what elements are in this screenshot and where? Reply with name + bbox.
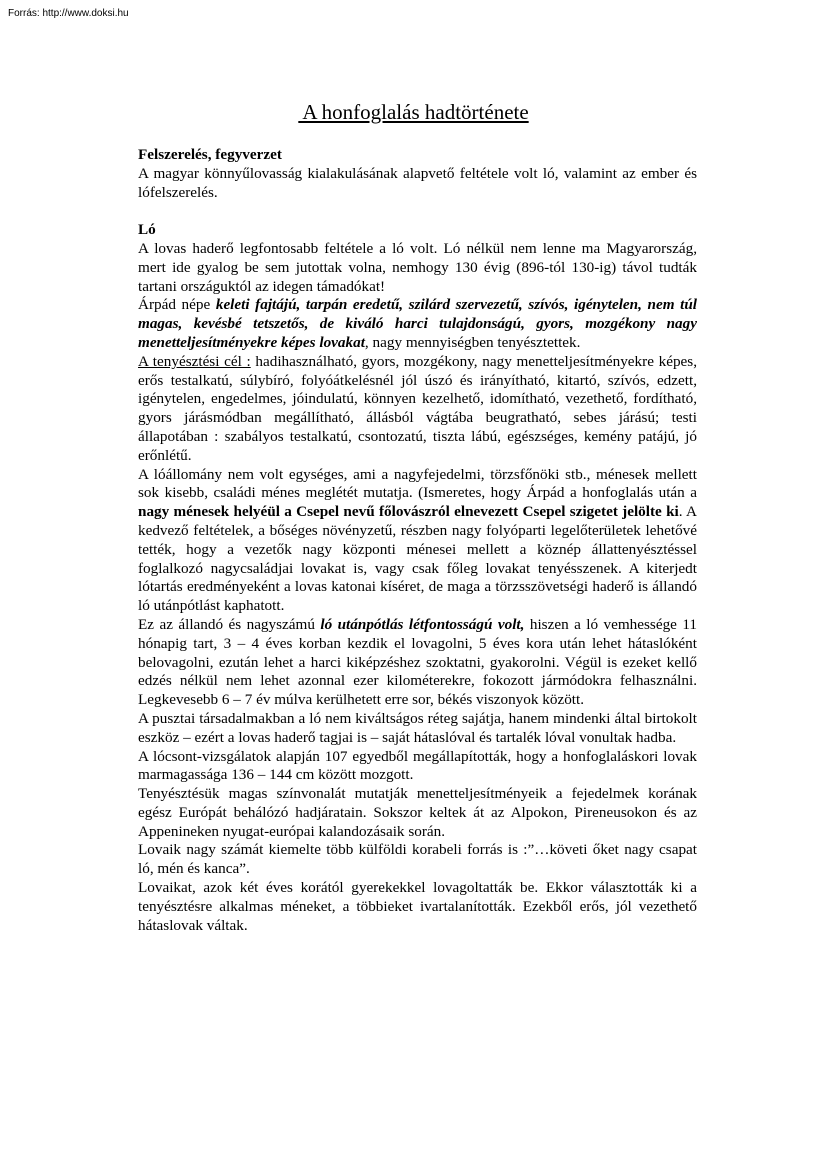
paragraph-bone-studies: A lócsont-vizsgálatok alapján 107 egyedből megállapították, hogy a honfoglaláskori lovak marmagassága 136 – 144 cm között mozgott. [138,747,697,784]
paragraph-breeding-goal [138,353,697,466]
paragraph-horse-2 [138,296,697,352]
text-span: Árpád népe [138,296,216,314]
emphasized-text: ló utánpótlás létfontosságú volt, [320,615,525,633]
emphasized-text: keleti fajtájú, tarpán eredetű, szilárd szervezetű, szívós, igénytelen, nem túl magas, kevésbé tetszetős, de kiváló harci tulajdonságú, gyors, mozgékony nagy menetteljesítményekre képes lovakat [138,296,698,351]
paragraph-horse-supply [138,616,697,710]
source-label: Forrás: http://www.doksi.hu [8,8,129,19]
text-span: . A kedvező feltételek, a bőséges növényzetű, részben nagy folyóparti legelőterületek lehetővé tették, hogy a vezetők nagy központi ménesei mellett a köznép állattenyésztéssel foglalkozó nagycsaládjai lovakat is, vagy csak főleg lovakat tenyésszenek. A kiterjedt lótartás eredményeként a lovas katonai kíséret, de maga a törzsszövetségi haderő is állandó ló utánpótlást kaphatott. [138,503,697,615]
text-span: hadihasználható, gyors, mozgékony, nagy menetteljesítményekre képes, erős testalkatú, súlybíró, folyóátkelésnél jól úszó és irányítható, kitartó, szívós, edzett, igénytelen, engedelmes, jóindulatú, könnyen kezelhető, idomítható, vezethető, fordítható, gyors járásmódban megállítható, állásból vágtába beugratható, sebes járású; testi állapotában : szabályos testalkatú, csontozatú, tiszta lábú, egészséges, kemény patájú, jó erőnlétű. [138,352,697,464]
spacer [138,202,697,221]
paragraph-breeding-level: Tenyésztésük magas színvonalát mutatják menetteljesítményeik a fejedelmek korának egész Európát behálózó hadjáratain. Sokszor keltek át az Alpokon, Pireneusokon és az Appenineken nyugat-európai kalandozásaik során. [138,785,697,840]
document-body [138,146,697,935]
paragraph-steppe-societies: A pusztai társadalmakban a ló nem kiváltságos réteg sajátja, hanem mindenki által birtokolt eszköz – ezért a lovas haderő tagjai is – saját hátaslóval és tartalék lóval vonultak hadba. [138,709,697,746]
paragraph-horse-1: A lovas haderő legfontosabb feltétele a ló volt. Ló nélkül nem lenne ma Magyarország, mert ide gyalog be sem jutottak volna, nemhogy 130 évig (896-tól 130-ig) távol tudták tartani országuktól az idegen támadókat! [138,239,697,295]
section-heading-horse: Ló [138,221,156,239]
text-span: Ez az állandó és nagyszámú [138,615,321,633]
text-span: A lóállomány nem volt egységes, ami a nagyfejedelmi, törzsfőnöki stb., ménesek mellett sok kisebb, családi ménes meglétét mutatja. (Ismeretes, hogy Árpád a honfoglalás után a [138,465,697,502]
page-title: A honfoglalás hadtörténete [298,100,529,124]
paragraph-foreign-sources: Lovaik nagy számát kiemelte több külföldi korabeli forrás is :”…követi őket nagy csapat ló, mén és kanca”. [138,841,697,878]
paragraph-equipment-intro: A magyar könnyűlovasság kialakulásának alapvető feltétele volt ló, valamint az ember és lófelszerelés. [138,164,697,201]
bold-text: nagy ménesek helyéül a Csepel nevű főlovászról elnevezett Csepel szigetet jelölte ki [138,503,679,521]
paragraph-horse-stock [138,466,697,616]
section-heading-equipment: Felszerelés, fegyverzet [138,146,282,163]
text-span: , nagy mennyiségben tenyésztettek. [364,333,581,351]
breeding-goal-label: A tenyésztési cél : [138,352,251,370]
text-span: hiszen a ló vemhessége 11 hónapig tart, 3 – 4 éves korban kezdik el lovagolni, 5 éves kora után lehet hátaslóként belovagolni, ezután lehet a harci kiképzéshez szoktatni, gyakorolni. Végül is ezeket kellő edzés nélkül nem lehet azonnal ezer kilométerekre, fokozott jármódokra felhasználni. Legkevesebb 6 – 7 év múlva kerülhetett erre sor, békés viszonyok között. [138,615,697,709]
paragraph-training: Lovaikat, azok két éves korától gyerekekkel lovagoltatták be. Ekkor választották ki a tenyésztésre alkalmas méneket, a többieket ivartalanították. Ezekből erős, jól vezethető hátaslovak váltak. [138,879,697,934]
